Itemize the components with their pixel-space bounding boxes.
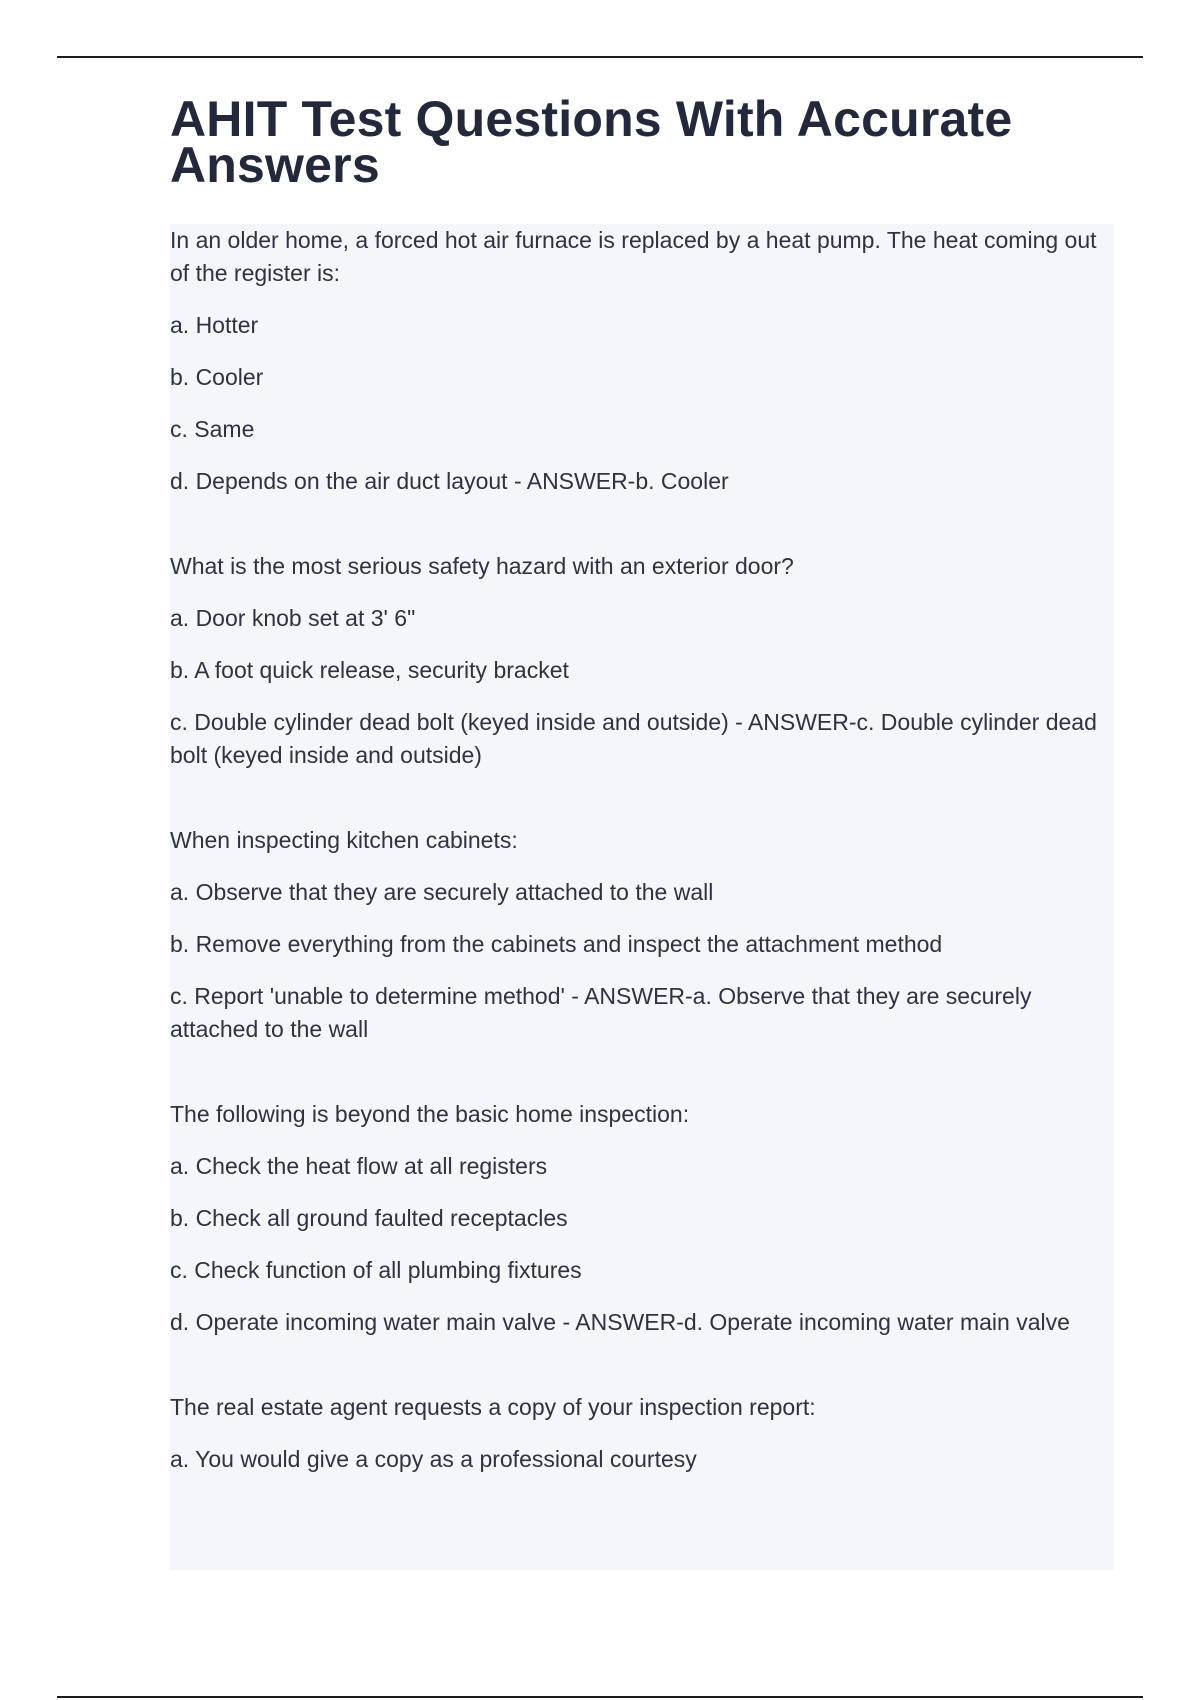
answer-option: c. Same	[170, 416, 255, 442]
answer-option: b. Cooler	[170, 364, 264, 390]
answer-option: d. Depends on the air duct layout - ANSWER-b. Cooler	[170, 468, 729, 494]
question-block	[170, 824, 1114, 1046]
bottom-rule	[57, 1696, 1143, 1698]
answer-option: c. Report 'unable to determine method' - ANSWER-a. Observe that they are securely attached to the wall	[170, 983, 1032, 1042]
top-rule	[57, 56, 1143, 58]
answer-option: d. Operate incoming water main valve - ANSWER-d. Operate incoming water main valve	[170, 1309, 1070, 1335]
answer-option: b. A foot quick release, security bracket	[170, 657, 569, 683]
question-block	[170, 224, 1114, 498]
answer-option: c. Check function of all plumbing fixtures	[170, 1257, 582, 1283]
question-block	[170, 1098, 1114, 1339]
answer-option: b. Remove everything from the cabinets and inspect the attachment method	[170, 931, 943, 957]
answer-option: a. Check the heat flow at all registers	[170, 1153, 548, 1179]
questions-content	[170, 224, 1114, 1570]
answer-option: a. Door knob set at 3' 6"	[170, 605, 416, 631]
question-block	[170, 1391, 1114, 1476]
question-text: The real estate agent requests a copy of your inspection report:	[170, 1394, 816, 1420]
answer-option: b. Check all ground faulted receptacles	[170, 1205, 568, 1231]
answer-option: a. Observe that they are securely attached to the wall	[170, 879, 714, 905]
question-text: The following is beyond the basic home inspection:	[170, 1101, 690, 1127]
answer-option: c. Double cylinder dead bolt (keyed inside and outside) - ANSWER-c. Double cylinder dead bolt (keyed inside and outside)	[170, 709, 1097, 768]
question-block	[170, 550, 1114, 772]
answer-option: a. You would give a copy as a professional courtesy	[170, 1446, 697, 1472]
document-title: AHIT Test Questions With Accurate Answers	[170, 91, 1013, 193]
question-text: In an older home, a forced hot air furnace is replaced by a heat pump. The heat coming out of the register is:	[170, 227, 1097, 286]
question-text: What is the most serious safety hazard with an exterior door?	[170, 553, 794, 579]
answer-option: a. Hotter	[170, 312, 259, 338]
question-text: When inspecting kitchen cabinets:	[170, 827, 518, 853]
